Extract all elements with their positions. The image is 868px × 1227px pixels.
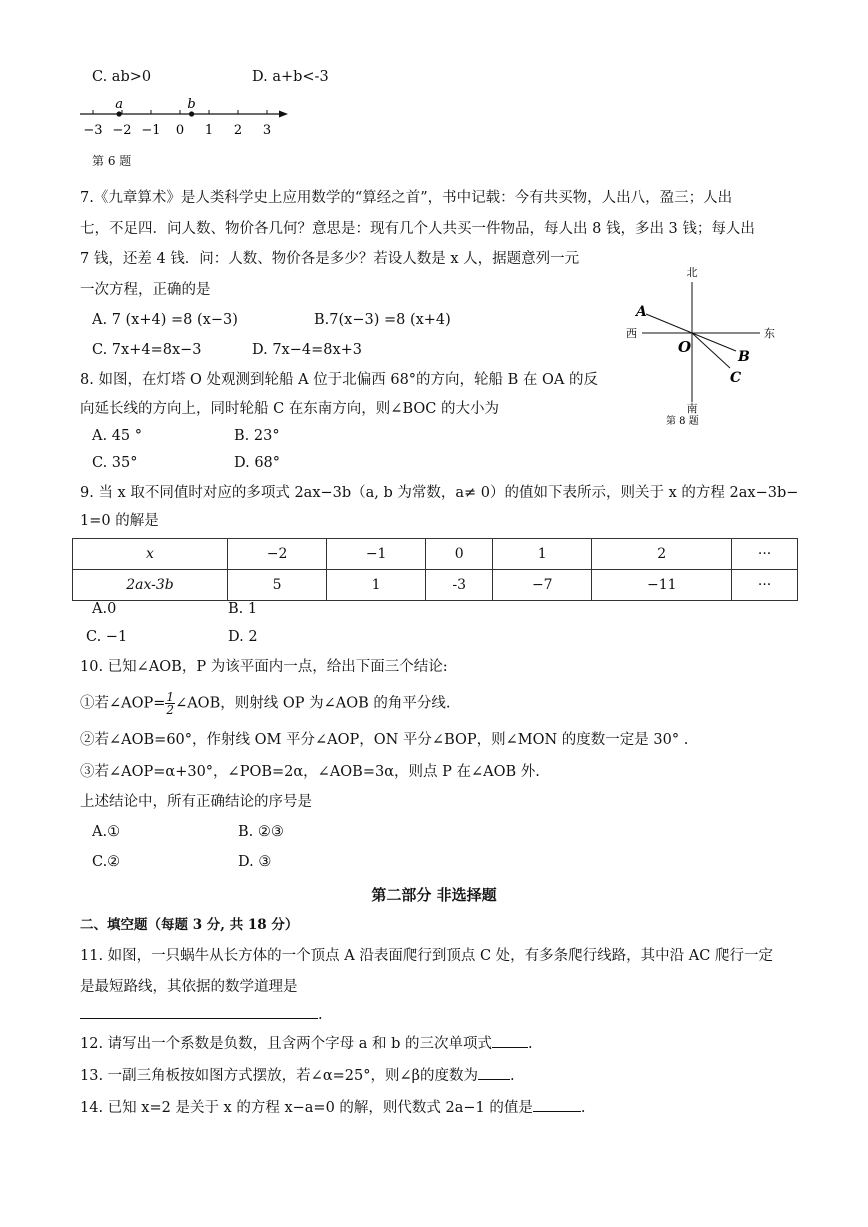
q9-line-1: 9. 当 x 取不同值时对应的多项式 2ax−3b（a, b 为常数，a≠ 0）的值如下表所示，则关于 x 的方程 2ax−3b− (80, 485, 799, 501)
q10-option-c: C.② (92, 854, 121, 870)
q10-stem: 10. 已知∠AOB，P 为该平面内一点，给出下面三个结论: (80, 659, 448, 675)
number-line-tick-label: −2 (112, 123, 132, 138)
q9-option-c: C. −1 (86, 629, 128, 645)
fraction-one-half (165, 691, 175, 716)
table-cell: -3 (426, 570, 493, 601)
south-label: 南 (686, 402, 698, 415)
q10-option-d: D. ③ (238, 854, 272, 870)
point-b-label: b (187, 97, 196, 112)
fraction-denominator: 2 (166, 703, 175, 717)
q6-caption: 第 6 题 (92, 154, 132, 168)
west-label: 西 (626, 327, 637, 340)
table-cell: 1 (327, 570, 426, 601)
number-line-tick-label: 3 (262, 123, 272, 138)
q7-line-4: 一次方程，正确的是 (80, 282, 211, 298)
point-a-compass-label: A (636, 304, 647, 320)
q8-option-a: A. 45 ° (92, 428, 142, 444)
q13-text: 13. 一副三角板按如图方式摆放，若∠α=25°，则∠β的度数为 (80, 1068, 478, 1084)
table-cell: 5 (228, 570, 327, 601)
q10-s1-post: ∠AOB，则射线 OP 为∠AOB 的角平分线. (175, 695, 451, 712)
point-b (189, 111, 194, 116)
q10-option-a: A.① (92, 824, 121, 840)
q9-line-2: 1=0 的解是 (80, 513, 159, 529)
q11-line-1: 11. 如图，一只蜗牛从长方体的一个顶点 A 沿表面爬行到顶点 C 处，有多条爬行线路，其中沿 AC 爬行一定 (80, 948, 773, 964)
north-label: 北 (686, 266, 698, 279)
q8-option-c: C. 35° (92, 455, 138, 471)
table-row (73, 539, 798, 570)
q7-option-b: B.7(x−3) =8 (x+4) (314, 312, 451, 328)
value-table (72, 538, 798, 601)
answer-blank[interactable] (478, 1065, 510, 1080)
q8-line-2: 向延长线的方向上，同时轮船 C 在东南方向，则∠BOC 的大小为 (80, 401, 499, 417)
q9-option-d: D. 2 (228, 629, 258, 645)
compass-figure (612, 262, 788, 428)
table-cell: 1 (493, 539, 592, 570)
number-line-tick-label: −1 (141, 123, 161, 138)
q7-option-d: D. 7x−4=8x+3 (252, 342, 363, 358)
q8-option-b: B. 23° (234, 428, 280, 444)
part2-title: 第二部分 非选择题 (371, 886, 497, 904)
table-cell: −2 (228, 539, 327, 570)
number-line-tick-label: 2 (233, 123, 243, 138)
table-cell: −1 (327, 539, 426, 570)
q10-ask: 上述结论中，所有正确结论的序号是 (80, 794, 312, 810)
table-cell: ··· (732, 570, 798, 601)
q11-answer-line (80, 1002, 323, 1026)
compass-caption: 第 8 题 (666, 416, 699, 427)
q7-line-1: 7.《九章算术》是人类科学史上应用数学的“算经之首”，书中记载：今有共买物，人出八，盈三；人出 (80, 190, 733, 206)
fraction-numerator: 1 (166, 690, 175, 704)
number-line-tick-label: −3 (83, 123, 103, 138)
point-c-compass-label: C (730, 370, 742, 386)
table-cell: 2ax-3b (73, 570, 228, 601)
ray-oc (692, 333, 730, 368)
q7-option-a: A. 7 (x+4) =8 (x−3) (92, 312, 238, 328)
q10-option-b: B. ②③ (238, 824, 284, 840)
answer-blank[interactable] (80, 1002, 318, 1019)
q9-option-b: B. 1 (228, 601, 258, 617)
q10-s1-pre: ①若∠AOP= (80, 695, 166, 712)
q14-text: 14. 已知 x=2 是关于 x 的方程 x−a=0 的解，则代数式 2a−1 的值是 (80, 1100, 533, 1116)
table-cell: −11 (592, 570, 732, 601)
ray-ob (692, 333, 736, 351)
q6-option-c: C. ab>0 (92, 69, 152, 85)
table-cell: 2 (592, 539, 732, 570)
q7-line-2: 七，不足四．问人数、物价各几何？意思是：现有几个人共买一件物品，每人出 8 钱，多出 3 钱；每人出 (80, 221, 755, 237)
answer-blank[interactable] (492, 1033, 528, 1048)
q6-option-d: D. a+b<-3 (252, 69, 329, 85)
table-cell: −7 (493, 570, 592, 601)
q14-end: . (580, 1100, 586, 1116)
point-b-compass-label: B (738, 349, 750, 365)
q8-line-1: 8. 如图，在灯塔 O 处观测到轮船 A 位于北偏西 68°的方向，轮船 B 在 OA 的反 (80, 372, 598, 388)
q12 (80, 1033, 533, 1055)
q10-statement-1 (80, 691, 450, 716)
table-cell: ··· (732, 539, 798, 570)
number-line (76, 96, 296, 140)
q11-line-2: 是最短路线，其依据的数学道理是 (80, 979, 298, 995)
point-a (117, 111, 122, 116)
q11-end: . (318, 1007, 323, 1023)
q12-end: . (528, 1036, 533, 1052)
q10-statement-2: ②若∠AOB=60°，作射线 OM 平分∠AOP，ON 平分∠BOP，则∠MON 的度数一定是 30° . (80, 732, 689, 748)
number-line-arrow (279, 111, 288, 118)
section-2-heading: 二、填空题（每题 3 分, 共 18 分） (80, 917, 299, 933)
table-cell: 0 (426, 539, 493, 570)
number-line-tick-label: 0 (175, 123, 185, 138)
answer-blank[interactable] (533, 1097, 581, 1112)
number-line-tick-label: 1 (204, 123, 214, 138)
q7-option-c: C. 7x+4=8x−3 (92, 342, 202, 358)
q14 (80, 1097, 585, 1119)
q13 (80, 1065, 515, 1087)
q12-text: 12. 请写出一个系数是负数，且含两个字母 a 和 b 的三次单项式 (80, 1036, 493, 1052)
point-o-label: O (678, 338, 692, 356)
table-cell: x (73, 539, 228, 570)
q8-option-d: D. 68° (234, 455, 281, 471)
q7-line-3: 7 钱，还差 4 钱．问：人数、物价各是多少？若设人数是 x 人，据题意列一元 (80, 251, 580, 267)
table-row (73, 570, 798, 601)
q9-option-a: A.0 (92, 601, 117, 617)
ray-oa (646, 314, 692, 333)
point-a-label: a (115, 97, 123, 112)
q13-end: . (510, 1068, 515, 1084)
q10-statement-3: ③若∠AOP=α+30°，∠POB=2α，∠AOB=3α，则点 P 在∠AOB 外. (80, 764, 540, 780)
east-label: 东 (764, 327, 775, 340)
